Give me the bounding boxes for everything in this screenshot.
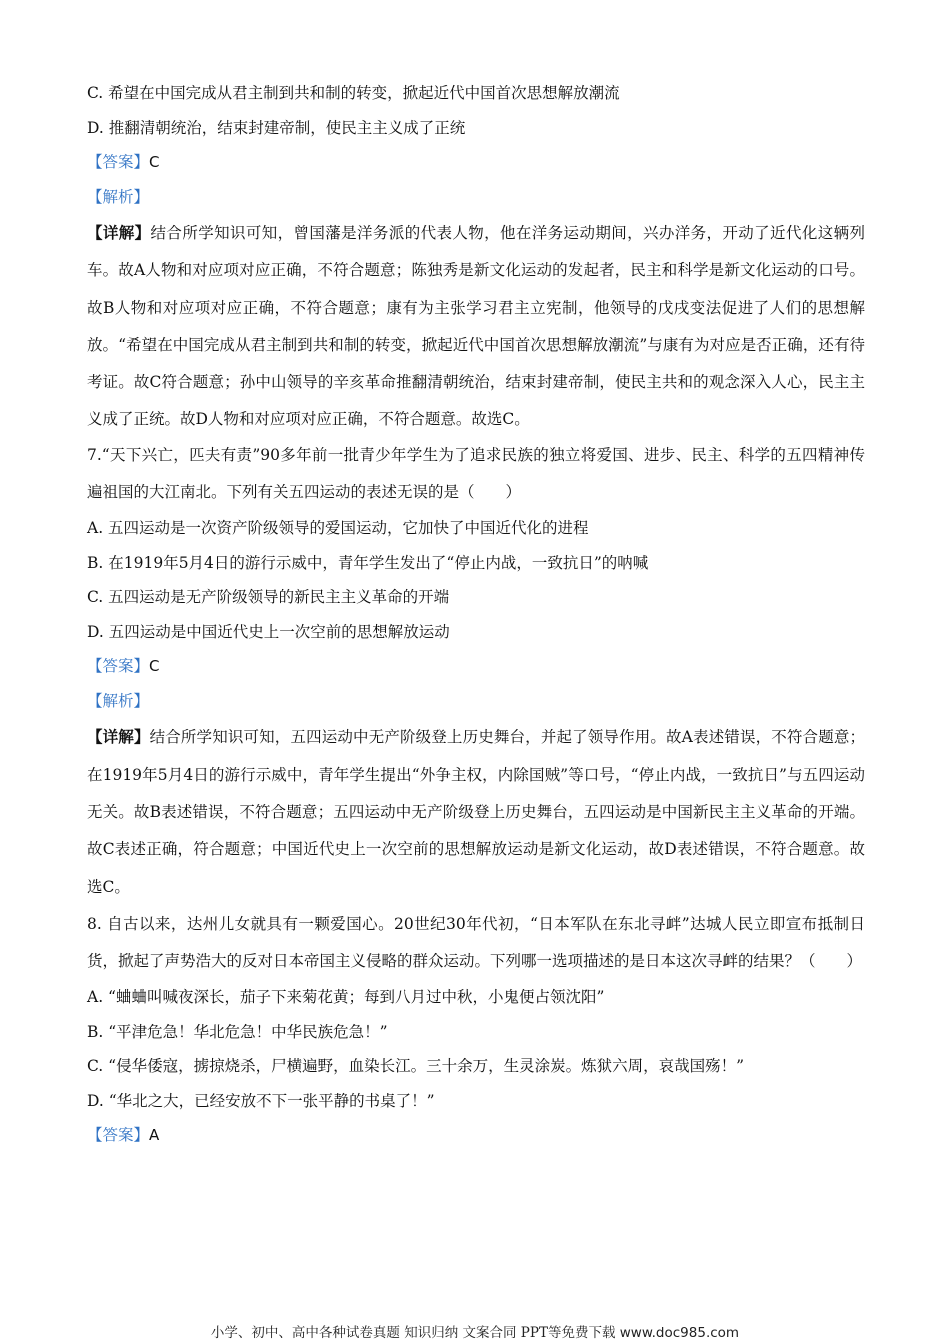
detail-tag: 【详解】 <box>87 223 151 242</box>
q8-stem: 8. 自古以来，达州儿女就具有一颗爱国心。20世纪30年代初，“日本军队在东北寻衅”达城人民立即宣布抵制日货，掀起了声势浩大的反对日本帝国主义侵略的群众运动。下列哪一选项描述的是日本这次寻衅的结果？（ ） <box>87 914 865 971</box>
q7-answer <box>87 649 865 684</box>
q6-detail <box>87 214 865 439</box>
footer-site-link[interactable]: www.doc985.com <box>619 1325 740 1341</box>
q7-analysis-tag <box>87 684 865 719</box>
answer-value: A <box>149 1126 160 1145</box>
q7-detail <box>87 718 865 905</box>
page-footer <box>0 1321 950 1341</box>
q8-option-d: D. “华北之大，已经安放不下一张平静的书桌了！” <box>87 1091 435 1110</box>
q6-option-c: C. 希望在中国完成从君主制到共和制的转变，掀起近代中国首次思想解放潮流 <box>87 84 620 102</box>
q8-answer <box>87 1118 865 1153</box>
q7-option-a: A. 五四运动是一次资产阶级领导的爱国运动，它加快了中国近代化的进程 <box>87 519 589 538</box>
q8-option-c: C. “侵华倭寇，掳掠烧杀，尸横遍野，血染长江。三十余万，生灵涂炭。炼狱六周，哀哉国殇！” <box>87 1057 745 1076</box>
q6-answer <box>87 145 865 180</box>
answer-tag: 【答案】 <box>87 1126 150 1145</box>
q6-analysis-tag <box>87 180 865 215</box>
detail-text: 结合所学知识可知，五四运动中无产阶级登上历史舞台，并起了领导作用。故A表述错误，不符合题意；在1919年5月4日的游行示威中，青年学生提出“外争主权，内除国贼”等口号，“停止内战，一致抗日”与五四运动无关。故B表述错误，不符合题意；五四运动中无产阶级登上历史舞台，五四运动是中国新民主主义革命的开端。故C表述正确，符合题意；中国近代史上一次空前的思想解放运动是新文化运动，故D表述错误，不符合题意。故选C。 <box>87 728 865 896</box>
answer-tag: 【答案】 <box>87 657 150 676</box>
q7-option-b: B. 在1919年5月4日的游行示威中，青年学生发出了“停止内战，一致抗日”的呐喊 <box>87 553 649 572</box>
q7-option-d: D. 五四运动是中国近代史上一次空前的思想解放运动 <box>87 622 450 641</box>
document-body <box>87 76 865 1153</box>
answer-tag: 【答案】 <box>87 153 150 171</box>
q7-option-c: C. 五四运动是无产阶级领导的新民主主义革命的开端 <box>87 588 450 607</box>
q8-option-a: A. “蛐蛐叫喊夜深长，茄子下来菊花黄；每到八月过中秋，小鬼便占领沈阳” <box>87 988 605 1007</box>
analysis-tag: 【解析】 <box>87 691 150 710</box>
detail-text: 结合所学知识可知，曾国藩是洋务派的代表人物，他在洋务运动期间，兴办洋务，开动了近代化这辆列车。故A人物和对应项对应正确，不符合题意；陈独秀是新文化运动的发起者，民主和科学是新文化运动的口号。故B人物和对应项对应正确，不符合题意；康有为主张学习君主立宪制，他领导的戊戌变法促进了人们的思想解放。“希望在中国完成从君主制到共和制的转变，掀起近代中国首次思想解放潮流”与康有为对应是否正确，还有待考证。故C符合题意；孙中山领导的辛亥革命推翻清朝统治，结束封建帝制，使民主共和的观念深入人心，民主主义成了正统。故D人物和对应项对应正确，不符合题意。故选C。 <box>87 224 865 429</box>
q8-option-b: B. “平津危急！华北危急！中华民族危急！” <box>87 1022 388 1041</box>
detail-tag: 【详解】 <box>87 727 150 747</box>
q7-stem: 7.“天下兴亡，匹夫有责”90多年前一批青少年学生为了追求民族的独立将爱国、进步、民主、科学的五四精神传遍祖国的大江南北。下列有关五四运动的表述无误的是（ ） <box>87 445 865 502</box>
q6-option-d: D. 推翻清朝统治，结束封建帝制，使民主主义成了正统 <box>87 118 466 137</box>
footer-text: 小学、初中、高中各种试卷真题 知识归纳 文案合同 PPT等免费下载 <box>210 1325 616 1341</box>
answer-value: C <box>149 153 160 171</box>
analysis-tag: 【解析】 <box>87 187 150 206</box>
answer-value: C <box>149 657 160 676</box>
